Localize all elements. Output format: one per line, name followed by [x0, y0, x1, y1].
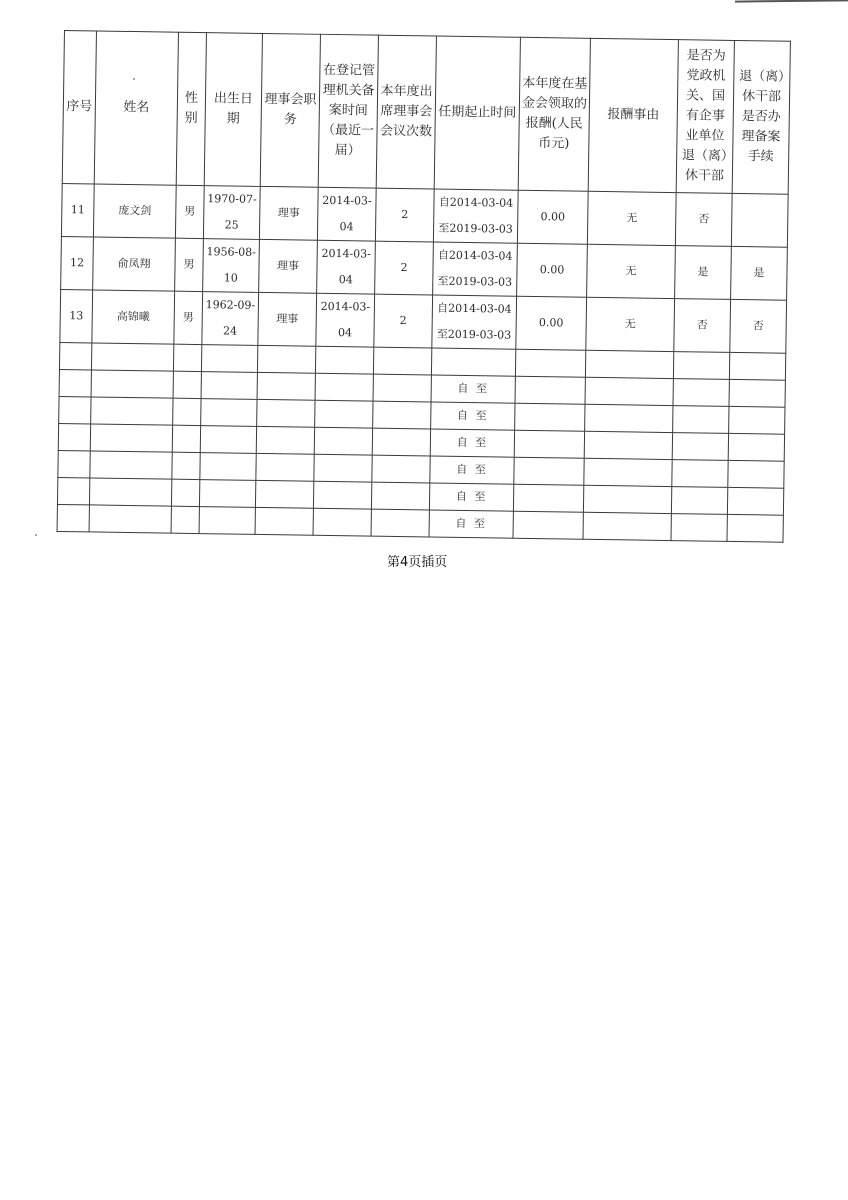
cell-reason: 无 [586, 297, 675, 351]
cell-gender: 男 [175, 238, 204, 291]
header-row [62, 31, 790, 195]
cell-retired: 否 [674, 299, 731, 353]
cell-pay: 0.00 [516, 296, 587, 350]
cell-term-blank: 自 至 [430, 429, 514, 457]
cell-filed: 是 [731, 246, 788, 300]
cell-meetings: 2 [375, 241, 434, 295]
cell-term-blank: 自 至 [429, 510, 513, 538]
cell-position: 理事 [259, 239, 318, 293]
cell-term-blank [431, 348, 515, 376]
cell-term [432, 295, 517, 349]
cell-seq: 12 [61, 236, 94, 289]
cell-term [433, 242, 518, 296]
cell-filed: 否 [730, 299, 787, 353]
term-to: 至2019-03-03 [438, 221, 513, 236]
cell-name: 庞文剑 [93, 184, 176, 238]
header-gender: 性别 [176, 32, 206, 185]
header-birth: 出生日期 [204, 33, 262, 187]
scan-speck [35, 534, 37, 536]
cell-reason: 无 [587, 244, 676, 298]
term-from: 自2014-03-04 [437, 248, 513, 263]
cell-birth: 1970-07-25 [203, 186, 260, 240]
cell-term-blank: 自 至 [431, 375, 515, 403]
cell-seq: 13 [60, 289, 93, 342]
cell-filing-date: 2014-03-04 [317, 187, 376, 241]
header-retired: 是否为党政机关、国有企事业单位退（离）休干部 [676, 40, 734, 194]
header-reason: 报酬事由 [588, 38, 678, 192]
cell-filed [731, 193, 788, 247]
cell-meetings: 2 [374, 294, 433, 348]
cell-retired: 否 [675, 193, 732, 247]
cell-filing-date: 2014-03-04 [316, 293, 375, 347]
cell-seq: 11 [61, 183, 94, 236]
cell-birth: 1956-08-10 [203, 239, 260, 293]
header-name: 姓名 [94, 31, 178, 185]
scan-edge-line [735, 0, 848, 3]
cell-gender: 男 [175, 185, 204, 238]
cell-pay: 0.00 [517, 190, 588, 244]
header-filed: 退（离）休干部是否办理备案手续 [732, 40, 790, 194]
term-from: 自2014-03-04 [437, 301, 512, 316]
cell-term-blank: 自 至 [429, 483, 513, 511]
cell-name: 高锦曦 [92, 290, 175, 344]
header-term: 任期起止时间 [434, 36, 520, 190]
cell-filing-date: 2014-03-04 [317, 240, 376, 294]
cell-name: 俞凤翔 [93, 237, 176, 291]
term-from: 自2014-03-04 [438, 195, 514, 210]
cell-pay: 0.00 [517, 243, 588, 297]
cell-term-blank: 自 至 [431, 402, 515, 430]
header-pay: 本年度在基金会领取的报酬(人民币元) [518, 37, 590, 191]
cell-meetings: 2 [375, 188, 434, 242]
cell-reason: 无 [587, 191, 676, 245]
header-meetings: 本年度出席理事会会议次数 [376, 35, 436, 189]
header-seq: 序号 [62, 31, 96, 184]
cell-position: 理事 [259, 186, 318, 240]
header-filing-date: 在登记管理机关备案时间（最近一届） [318, 34, 378, 188]
term-to: 至2019-03-03 [436, 327, 512, 342]
cell-retired: 是 [675, 246, 732, 300]
director-roster-table [57, 30, 791, 543]
cell-term-blank: 自 至 [430, 456, 514, 484]
header-position: 理事会职务 [260, 33, 320, 187]
page-insert-label: 第4页插页 [387, 555, 448, 570]
cell-birth: 1962-09-24 [202, 292, 259, 346]
term-to: 至2019-03-03 [437, 274, 513, 289]
cell-term [433, 189, 518, 243]
cell-gender: 男 [174, 291, 203, 344]
cell-position: 理事 [258, 292, 317, 346]
